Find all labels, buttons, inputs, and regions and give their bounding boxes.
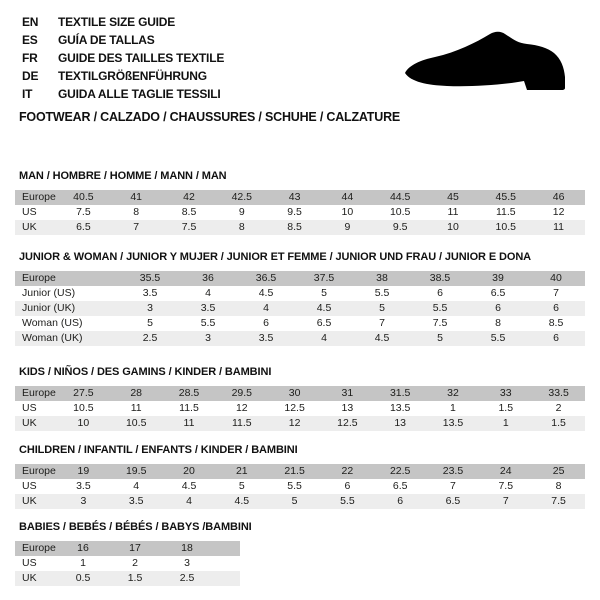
size-cell: 5 xyxy=(147,317,153,329)
size-cell: 7 xyxy=(379,317,385,329)
size-cell: 3 xyxy=(205,332,211,344)
size-cell: 4 xyxy=(321,332,327,344)
language-header xyxy=(22,13,224,103)
size-cell: 9.5 xyxy=(392,221,408,233)
size-cell: 6 xyxy=(495,302,501,314)
row-label: Europe xyxy=(22,191,56,203)
row-label: Europe xyxy=(22,272,56,284)
size-cell: 1.5 xyxy=(498,402,514,414)
size-cell: 4.5 xyxy=(316,302,332,314)
size-cell: 22.5 xyxy=(389,465,411,477)
table-row xyxy=(15,331,585,346)
size-cell: 3.5 xyxy=(258,332,274,344)
size-cell: 10 xyxy=(341,206,354,218)
section-man xyxy=(15,170,585,235)
size-cell: 5.5 xyxy=(287,480,302,492)
size-cell: 20 xyxy=(183,465,195,477)
language-title: GUIDE DES TAILLES TEXTILE xyxy=(58,51,225,65)
size-cell: 4.5 xyxy=(181,480,197,492)
size-cell: 38 xyxy=(376,272,388,284)
table-row xyxy=(15,286,585,301)
row-label: Europe xyxy=(22,465,56,477)
size-table-babies xyxy=(15,541,240,586)
row-label: UK xyxy=(22,417,37,429)
size-cell: 11 xyxy=(447,206,459,218)
size-cell: 35.5 xyxy=(139,272,161,284)
size-cell: 1 xyxy=(450,402,456,414)
size-cell: 7 xyxy=(133,221,140,233)
size-cell: 40 xyxy=(550,272,562,284)
size-cell: 31 xyxy=(341,387,354,399)
size-cell: 24 xyxy=(499,465,512,477)
size-cell: 22 xyxy=(341,465,354,477)
language-code: EN xyxy=(22,15,39,29)
table-row xyxy=(15,494,585,509)
row-label: UK xyxy=(22,221,37,233)
size-cell: 4.5 xyxy=(234,495,250,507)
size-cell: 42 xyxy=(183,191,195,203)
size-cell: 5.5 xyxy=(490,332,506,344)
size-cell: 44 xyxy=(341,191,354,203)
size-cell: 40.5 xyxy=(73,191,94,203)
size-cell: 2.5 xyxy=(142,332,158,344)
size-cell: 33 xyxy=(499,387,512,399)
shoe-icon xyxy=(395,27,585,99)
table-header-row xyxy=(15,271,585,286)
size-cell: 2 xyxy=(555,402,562,414)
size-cell: 6 xyxy=(553,302,559,314)
size-cell: 11 xyxy=(183,417,195,429)
size-cell: 1.5 xyxy=(127,572,143,584)
size-cell: 7.5 xyxy=(498,480,514,492)
language-row xyxy=(22,67,224,85)
size-cell: 0.5 xyxy=(75,572,91,584)
size-cell: 7.5 xyxy=(181,221,197,233)
size-cell: 45.5 xyxy=(495,191,516,203)
size-cell: 3.5 xyxy=(142,287,158,299)
table-header-row xyxy=(15,464,585,479)
size-cell: 6.5 xyxy=(76,221,91,233)
size-cell: 6 xyxy=(263,317,269,329)
size-cell: 9.5 xyxy=(287,206,302,218)
table-row xyxy=(15,316,585,331)
size-cell: 10 xyxy=(77,417,90,429)
size-cell: 12 xyxy=(288,417,301,429)
table-header-row xyxy=(15,386,585,401)
size-cell: 21 xyxy=(235,465,248,477)
size-cell: 8.5 xyxy=(181,206,197,218)
size-cell: 10 xyxy=(447,221,459,233)
size-cell: 5.5 xyxy=(374,287,390,299)
size-cell: 17 xyxy=(129,542,141,554)
language-title: GUIDA ALLE TAGLIE TESSILI xyxy=(58,87,221,101)
size-cell: 21.5 xyxy=(284,465,305,477)
size-cell: 5 xyxy=(437,332,443,344)
size-cell: 3 xyxy=(147,302,153,314)
size-cell: 6 xyxy=(553,332,559,344)
size-cell: 43 xyxy=(288,191,301,203)
size-cell: 25 xyxy=(552,465,565,477)
section-title-babies: BABIES / BEBÉS / BÉBÉS / BABYS /BAMBINI xyxy=(19,521,252,533)
size-cell: 8 xyxy=(238,221,245,233)
section-babies xyxy=(15,521,252,586)
size-table-children xyxy=(15,464,585,509)
section-kids xyxy=(15,366,585,431)
row-label: Junior (US) xyxy=(22,287,76,299)
size-cell: 27.5 xyxy=(73,387,94,399)
size-cell: 4.5 xyxy=(374,332,390,344)
language-row xyxy=(22,85,224,103)
language-code: ES xyxy=(22,33,38,47)
language-row xyxy=(22,49,224,67)
size-cell: 6 xyxy=(344,480,351,492)
size-cell: 18 xyxy=(181,542,193,554)
size-cell: 28 xyxy=(130,387,143,399)
size-cell: 13.5 xyxy=(442,417,464,429)
size-cell: 8 xyxy=(495,317,501,329)
section-title-kids: KIDS / NIÑOS / DES GAMINS / KINDER / BAMBINI xyxy=(19,366,272,378)
section-title-man: MAN / HOMBRE / HOMME / MANN / MAN xyxy=(19,170,227,182)
size-cell: 4.5 xyxy=(258,287,274,299)
size-table-kids xyxy=(15,386,585,431)
section-title-junior-woman: JUNIOR & WOMAN / JUNIOR Y MUJER / JUNIOR ET FEMME / JUNIOR UND FRAU / JUNIOR E DONA xyxy=(19,251,532,263)
language-code: FR xyxy=(22,51,38,65)
size-cell: 8 xyxy=(555,480,562,492)
size-cell: 5 xyxy=(379,302,385,314)
size-cell: 7.5 xyxy=(551,495,566,507)
table-row xyxy=(15,205,585,220)
size-table-junior-woman xyxy=(15,271,585,346)
size-table-man xyxy=(15,190,585,235)
table-row xyxy=(15,571,240,586)
size-cell: 4 xyxy=(263,302,269,314)
size-cell: 8.5 xyxy=(548,317,564,329)
size-cell: 33.5 xyxy=(548,387,569,399)
size-cell: 7.5 xyxy=(432,317,448,329)
size-cell: 3.5 xyxy=(76,480,91,492)
size-cell: 7.5 xyxy=(76,206,91,218)
filler-cell xyxy=(213,541,240,556)
size-cell: 1.5 xyxy=(551,417,566,429)
size-cell: 12 xyxy=(552,206,565,218)
size-cell: 28.5 xyxy=(178,387,200,399)
row-label: Junior (UK) xyxy=(22,302,76,314)
size-cell: 10.5 xyxy=(125,417,147,429)
section-children xyxy=(15,444,585,509)
size-cell: 11 xyxy=(130,402,142,414)
size-cell: 9 xyxy=(344,221,351,233)
size-cell: 6 xyxy=(397,495,404,507)
size-cell: 2 xyxy=(132,557,138,569)
size-cell: 45 xyxy=(447,191,459,203)
row-label: Europe xyxy=(22,387,56,399)
size-cell: 6 xyxy=(437,287,443,299)
size-cell: 5 xyxy=(291,495,298,507)
size-cell: 5.5 xyxy=(432,302,448,314)
filler-cell xyxy=(213,571,240,586)
size-cell: 8 xyxy=(133,206,140,218)
size-cell: 11 xyxy=(553,221,565,233)
size-cell: 29.5 xyxy=(231,387,252,399)
size-cell: 6.5 xyxy=(445,495,461,507)
size-cell: 19.5 xyxy=(125,465,147,477)
size-cell: 3.5 xyxy=(128,495,144,507)
size-cell: 7 xyxy=(502,495,509,507)
size-cell: 39 xyxy=(492,272,504,284)
section-junior-woman xyxy=(15,251,585,346)
row-label: Woman (US) xyxy=(22,317,83,329)
language-title: GUÍA DE TALLAS xyxy=(58,33,155,47)
row-label: Woman (UK) xyxy=(22,332,83,344)
size-cell: 10.5 xyxy=(495,221,516,233)
size-cell: 30 xyxy=(288,387,301,399)
table-row xyxy=(15,556,240,571)
size-cell: 13 xyxy=(394,417,407,429)
size-cell: 13 xyxy=(341,402,354,414)
size-cell: 3 xyxy=(80,495,87,507)
size-cell: 1 xyxy=(502,417,509,429)
row-label: US xyxy=(22,557,37,569)
size-cell: 6.5 xyxy=(490,287,506,299)
size-cell: 6.5 xyxy=(316,317,332,329)
size-cell: 7 xyxy=(553,287,559,299)
size-cell: 11.5 xyxy=(179,402,199,414)
size-cell: 11.5 xyxy=(495,206,516,218)
row-label: UK xyxy=(22,495,37,507)
language-code: DE xyxy=(22,69,39,83)
language-row xyxy=(22,31,224,49)
size-cell: 5 xyxy=(238,480,245,492)
table-row xyxy=(15,401,585,416)
language-code: IT xyxy=(22,87,33,101)
size-cell: 23.5 xyxy=(442,465,464,477)
size-cell: 8.5 xyxy=(287,221,302,233)
language-title: TEXTILGRÖßENFÜHRUNG xyxy=(58,69,207,83)
table-header-row xyxy=(15,190,585,205)
size-cell: 37.5 xyxy=(313,272,335,284)
row-label: US xyxy=(22,402,37,414)
section-title-children: CHILDREN / INFANTIL / ENFANTS / KINDER / BAMBINI xyxy=(19,444,298,456)
size-cell: 5.5 xyxy=(200,317,216,329)
language-title: TEXTILE SIZE GUIDE xyxy=(58,15,176,29)
size-cell: 9 xyxy=(238,206,245,218)
row-label: UK xyxy=(22,572,37,584)
size-cell: 12 xyxy=(235,402,248,414)
size-cell: 7 xyxy=(450,480,456,492)
table-header-row xyxy=(15,541,240,556)
size-cell: 10.5 xyxy=(389,206,411,218)
size-cell: 3.5 xyxy=(200,302,216,314)
size-cell: 41 xyxy=(130,191,143,203)
size-cell: 38.5 xyxy=(429,272,451,284)
size-cell: 12.5 xyxy=(337,417,358,429)
row-label: US xyxy=(22,206,37,218)
language-row xyxy=(22,13,224,31)
size-cell: 6.5 xyxy=(392,480,408,492)
size-cell: 5.5 xyxy=(340,495,355,507)
size-cell: 1 xyxy=(80,557,86,569)
row-label: US xyxy=(22,480,37,492)
table-row xyxy=(15,301,585,316)
table-row xyxy=(15,479,585,494)
size-cell: 4 xyxy=(133,480,140,492)
size-cell: 2.5 xyxy=(179,572,195,584)
size-cell: 12.5 xyxy=(284,402,305,414)
table-row xyxy=(15,220,585,235)
size-cell: 4 xyxy=(186,495,192,507)
size-cell: 4 xyxy=(205,287,211,299)
size-cell: 46 xyxy=(552,191,565,203)
table-row xyxy=(15,416,585,431)
filler-cell xyxy=(213,556,240,571)
size-cell: 36 xyxy=(202,272,214,284)
size-cell: 10.5 xyxy=(73,402,94,414)
row-label: Europe xyxy=(22,542,56,554)
size-cell: 11.5 xyxy=(231,417,252,429)
size-cell: 31.5 xyxy=(389,387,411,399)
size-cell: 3 xyxy=(184,557,190,569)
category-title: FOOTWEAR / CALZADO / CHAUSSURES / SCHUHE / CALZATURE xyxy=(19,110,401,124)
size-cell: 42.5 xyxy=(231,191,252,203)
size-cell: 16 xyxy=(77,542,89,554)
size-cell: 44.5 xyxy=(389,191,411,203)
size-cell: 13.5 xyxy=(389,402,411,414)
size-cell: 5 xyxy=(321,287,327,299)
size-cell: 36.5 xyxy=(255,272,277,284)
size-cell: 32 xyxy=(447,387,459,399)
size-cell: 19 xyxy=(77,465,90,477)
